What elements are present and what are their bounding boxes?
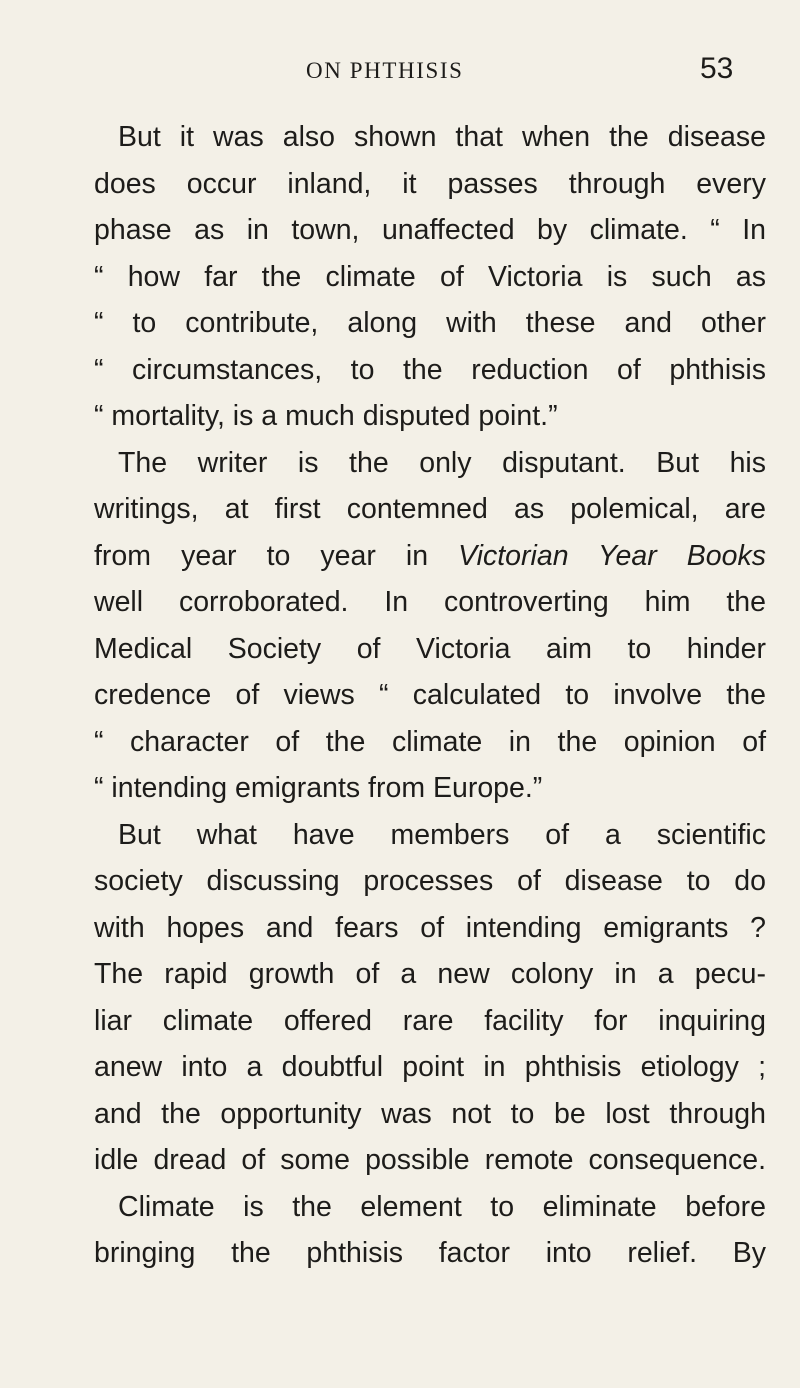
text-line: and the opportunity was not to be lost through — [94, 1097, 766, 1130]
text-line: anew into a doubtful point in phthisis etiology ; — [94, 1051, 766, 1083]
text-line: “ intending emigrants from Europe.” — [94, 772, 543, 804]
text-line: bringing the phthisis factor into relief. By — [94, 1237, 766, 1269]
body-text — [94, 114, 766, 1277]
text-line: “ character of the climate in the opinion of — [94, 725, 766, 758]
text-line: writings, at first contemned as polemical, are — [94, 493, 766, 525]
text-line: “ mortality, is a much disputed point.” — [94, 400, 558, 432]
running-head — [0, 52, 800, 92]
text-line: The writer is the only disputant. But his — [118, 446, 766, 479]
text-line: “ circumstances, to the reduction of phthisis — [94, 353, 766, 386]
text-line: does occur inland, it passes through every — [94, 167, 766, 200]
text-line: well corroborated. In controverting him the — [94, 586, 766, 618]
text-line: idle dread of some possible remote consequence. — [94, 1144, 766, 1176]
page-number: 53 — [700, 52, 734, 85]
text-line-with-italic — [94, 533, 766, 580]
text-line: credence of views “ calculated to involve the — [94, 679, 766, 711]
text-line: phase as in town, unaffected by climate. “ In — [94, 214, 766, 246]
text-line: Medical Society of Victoria aim to hinder — [94, 632, 766, 665]
text-line: But what have members of a scientific — [118, 818, 766, 851]
text-line: Climate is the element to eliminate before — [118, 1190, 766, 1223]
running-title: ON PHTHISIS — [306, 58, 464, 83]
text-line: “ to contribute, along with these and other — [94, 307, 766, 339]
text-line: The rapid growth of a new colony in a pecu- — [94, 958, 766, 990]
text-line: society discussing processes of disease to do — [94, 865, 766, 897]
text-line: But it was also shown that when the disease — [118, 121, 766, 153]
text-run: from year to year in — [94, 539, 459, 572]
text-line: “ how far the climate of Victoria is such as — [94, 260, 766, 293]
book-title-italic: Victorian Year Books — [458, 539, 766, 572]
text-line: with hopes and fears of intending emigrants ? — [94, 911, 766, 944]
text-line: liar climate offered rare facility for inquiring — [94, 1004, 766, 1037]
